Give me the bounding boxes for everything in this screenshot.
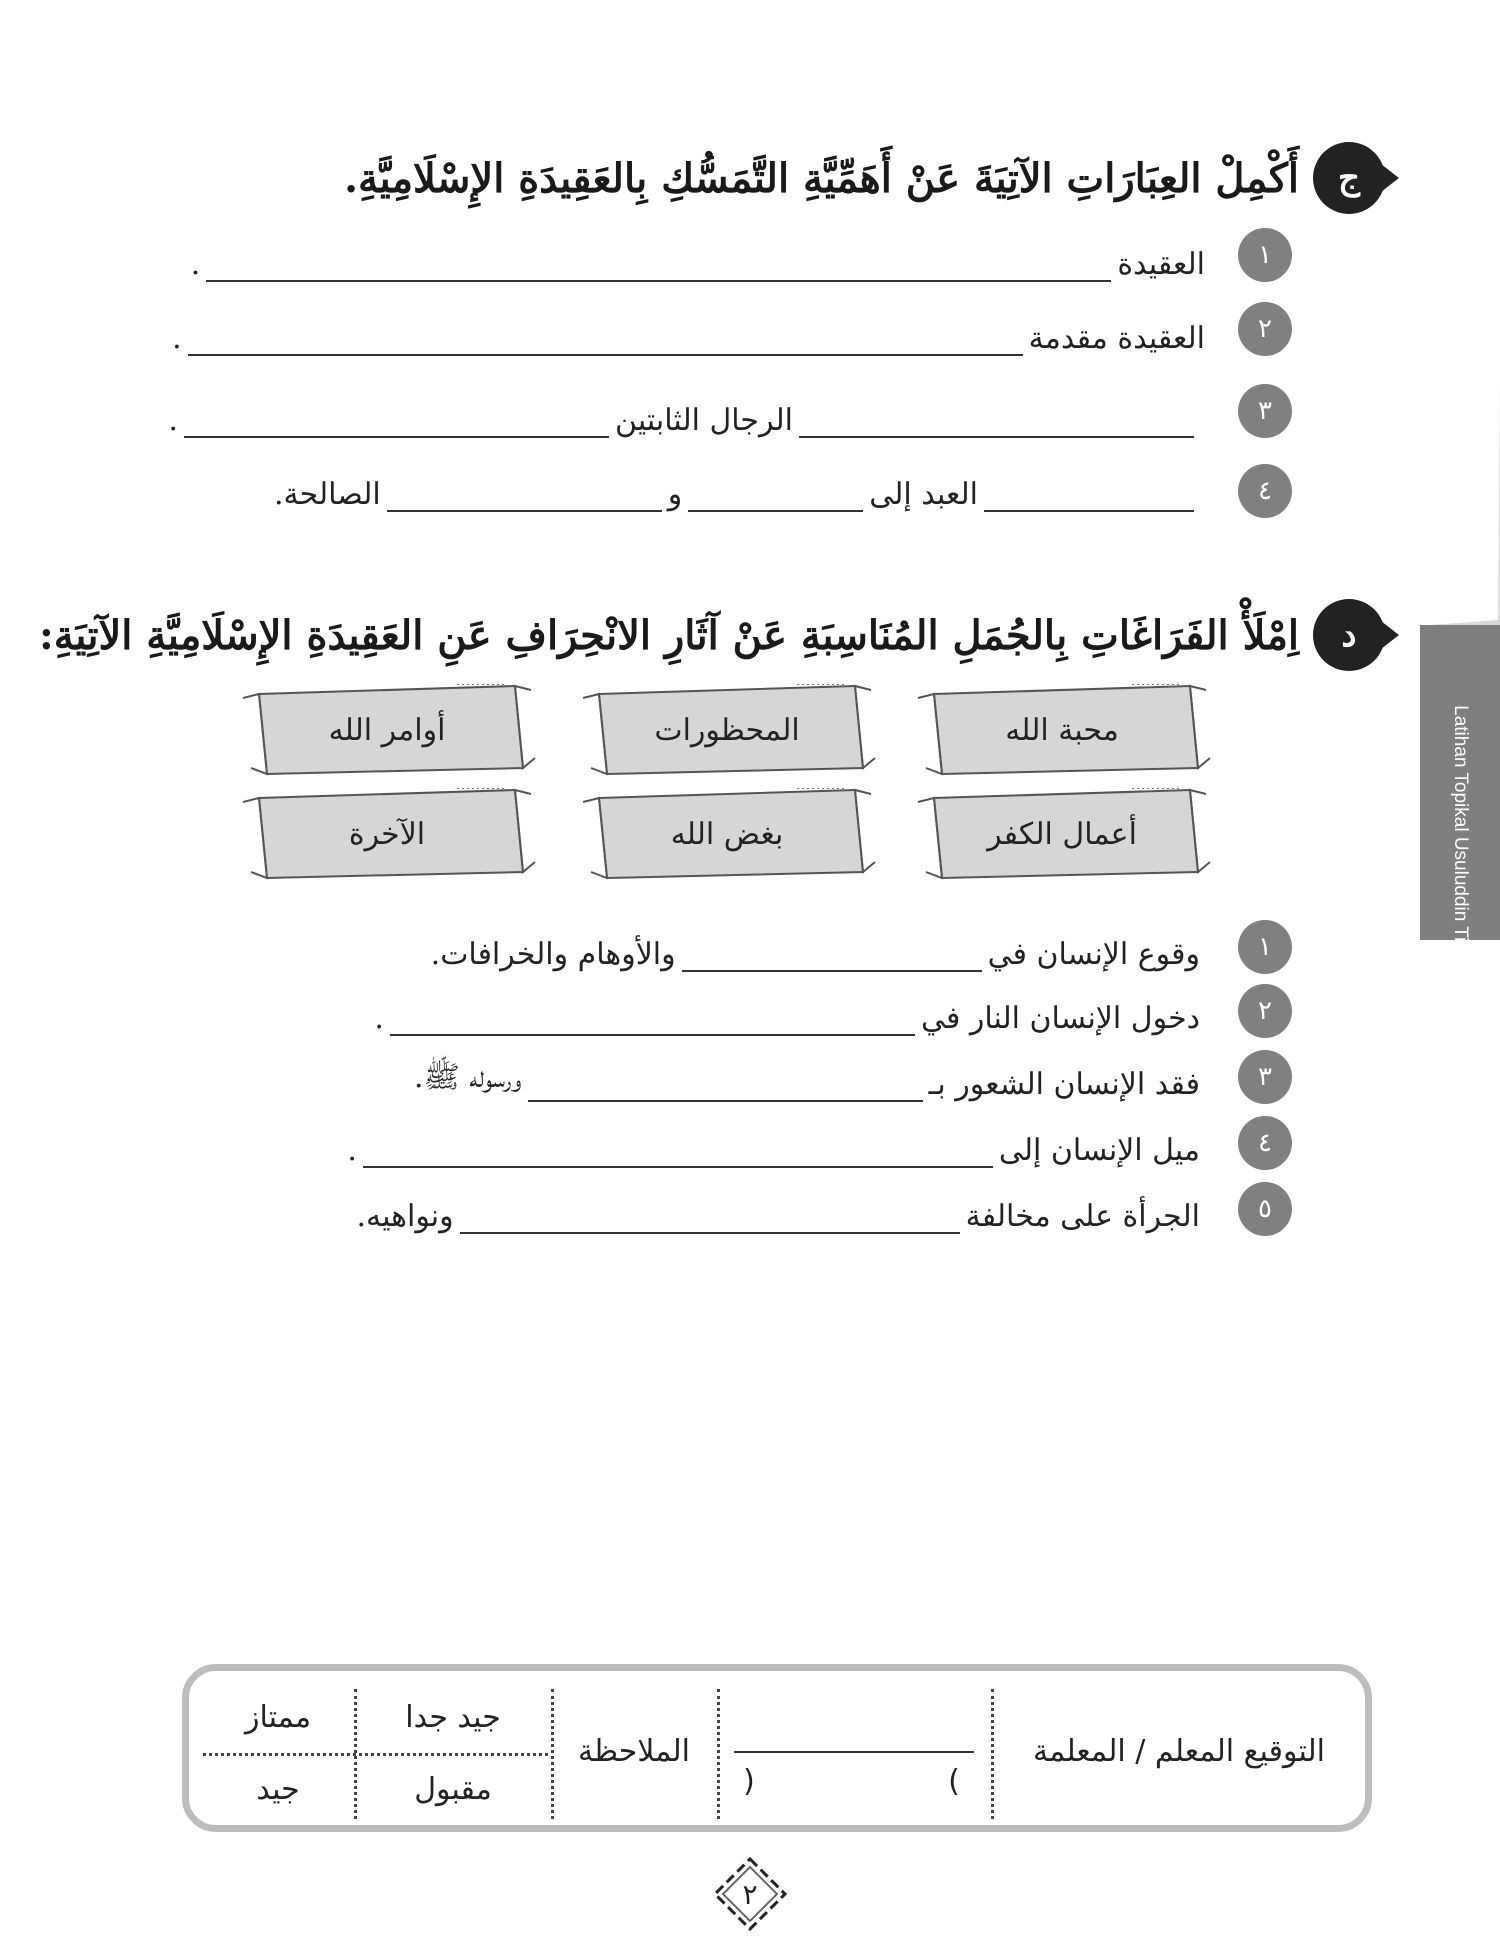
item-number: ٥: [1238, 1182, 1292, 1236]
word-card: [912, 684, 1212, 776]
item-number: ٤: [1238, 1116, 1292, 1170]
answer-blank[interactable]: [528, 1066, 923, 1102]
item-number: ٢: [1238, 984, 1292, 1038]
item-number: ٤: [1238, 464, 1292, 518]
answer-blank[interactable]: [188, 320, 1023, 356]
word-bank-item: أعمال الكفر: [987, 816, 1137, 852]
section-d-item-2: [374, 976, 1200, 1036]
side-tab: [1420, 625, 1500, 1105]
word-bank-item: أوامر الله: [328, 712, 446, 748]
answer-blank[interactable]: [460, 1198, 960, 1234]
word-bank-item: الآخرة: [348, 816, 426, 852]
grade-acceptable[interactable]: مقبول: [414, 1771, 492, 1807]
answer-blank[interactable]: [387, 476, 662, 512]
section-c-header: [344, 138, 1385, 218]
item-text: ونواهيه.: [356, 1199, 454, 1234]
answer-blank[interactable]: [184, 402, 609, 438]
divider: [203, 1753, 548, 1756]
item-text: ورسوله ﷺ.: [414, 1060, 522, 1095]
signature-line[interactable]: [734, 1721, 974, 1753]
word-card: [237, 788, 537, 880]
side-tab-label: Latihan Topikal Usuluddin Tingkatan 1: [1450, 705, 1471, 1025]
item-text: ميل الإنسان إلى: [998, 1133, 1200, 1168]
answer-blank[interactable]: [363, 1132, 993, 1168]
section-c-item-3: الرجال الثابتين .: [168, 378, 1200, 438]
page-number: ٢: [742, 1877, 758, 1911]
answer-blank[interactable]: [984, 476, 1194, 512]
answer-blank[interactable]: [390, 1000, 915, 1036]
item-text: العقيدة: [1117, 247, 1205, 282]
section-d-badge: د: [1313, 599, 1385, 671]
word-card: [577, 788, 877, 880]
item-number: ٣: [1238, 1050, 1292, 1104]
section-c-item-1: العقيدة .: [190, 247, 1205, 282]
section-d-title: اِمْلَأْ الفَرَاغَاتِ بِالجُمَلِ المُنَاسِبَةِ عَنْ آثَارِ الانْحِرَافِ عَنِ العَقِيدَةِ الإِسْلَامِيَّةِ الآتِيَةِ:: [39, 611, 1299, 659]
page-number-badge: [713, 1857, 787, 1931]
section-d-item-5: [356, 1174, 1200, 1234]
answer-blank[interactable]: [799, 402, 1194, 438]
section-c-badge: ج: [1313, 142, 1385, 214]
item-text: دخول الإنسان النار في: [920, 1001, 1200, 1036]
signature-label: التوقيع المعلم / المعلمة: [1033, 1733, 1325, 1769]
section-c-item-4: [274, 452, 1200, 512]
item-number: ١: [1238, 920, 1292, 974]
remark-label: الملاحظة: [578, 1733, 690, 1769]
item-text: الصالحة.: [273, 477, 381, 512]
item-text: .: [347, 1133, 357, 1168]
answer-blank[interactable]: [682, 936, 982, 972]
item-text: الجرأة على مخالفة: [965, 1199, 1200, 1234]
word-card: [912, 788, 1212, 880]
grade-excellent[interactable]: ممتاز: [244, 1699, 312, 1735]
item-text: الرجال الثابتين: [614, 403, 793, 438]
section-d-item-1: [431, 912, 1200, 972]
section-d-item-3: [414, 1042, 1200, 1102]
section-d-header: [39, 595, 1385, 675]
item-number: ١: [1238, 228, 1292, 282]
item-text: .: [374, 1001, 384, 1036]
item-number: ٢: [1238, 302, 1292, 356]
open-paren: (: [743, 1763, 755, 1799]
answer-blank[interactable]: [206, 246, 1111, 282]
grade-very-good[interactable]: جيد جدا: [405, 1699, 501, 1735]
word-bank-item: المحظورات: [654, 712, 800, 748]
section-d-item-4: [347, 1108, 1200, 1168]
word-card: [237, 684, 537, 776]
grade-good[interactable]: جيد: [256, 1771, 300, 1807]
grading-table: [182, 1664, 1372, 1832]
item-text: والأوهام والخرافات.: [430, 937, 676, 972]
item-text: العقيدة مقدمة: [1028, 321, 1205, 356]
item-text: العبد إلى: [869, 477, 978, 512]
item-text: فقد الإنسان الشعور بـ: [928, 1067, 1200, 1102]
section-c-item-2: العقيدة مقدمة .: [172, 321, 1205, 356]
answer-blank[interactable]: [688, 476, 863, 512]
section-c-title: أَكْمِلْ العِبَارَاتِ الآتِيَةَ عَنْ أَهَمِّيَّةِ التَّمَسُّكِ بِالعَقِيدَةِ الإِسْلَامِيَّةِ.: [344, 154, 1299, 202]
word-card: [577, 684, 877, 776]
close-paren: ): [948, 1763, 960, 1799]
word-bank-item: بغض الله: [670, 816, 784, 852]
word-bank-item: محبة الله: [1005, 712, 1119, 748]
item-number: ٣: [1238, 384, 1292, 438]
divider: [717, 1689, 720, 1819]
item-text: و: [667, 477, 683, 512]
item-text: وقوع الإنسان في: [987, 937, 1200, 972]
